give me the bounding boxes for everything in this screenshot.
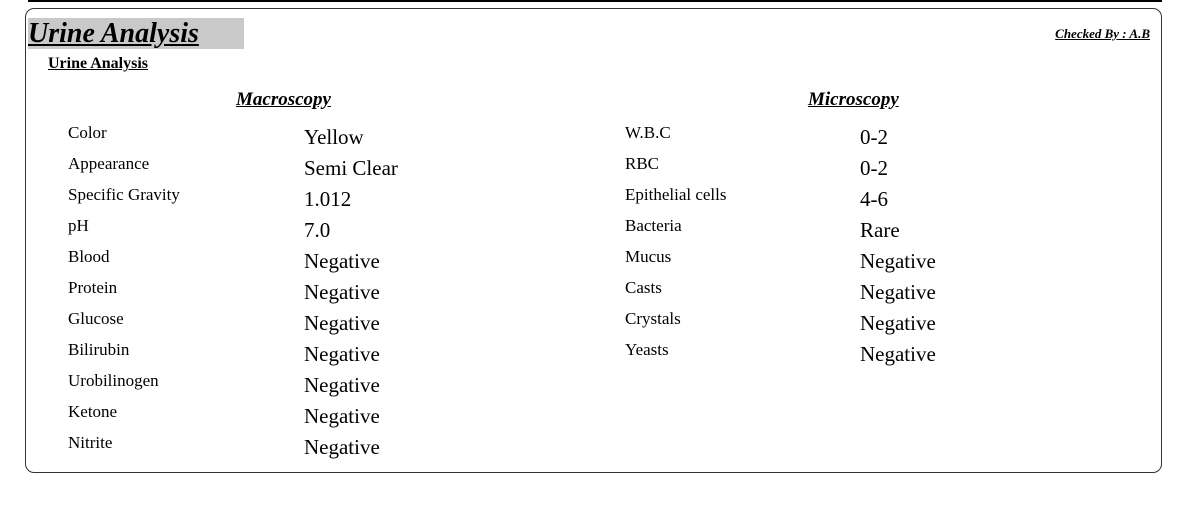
report-subtitle: Urine Analysis <box>48 55 149 72</box>
row-value: 7.0 <box>304 218 331 242</box>
row-label: Protein <box>68 278 118 297</box>
macroscopy-row-color <box>68 123 488 154</box>
microscopy-row-crystals <box>625 309 1045 340</box>
row-label: Bacteria <box>625 216 682 235</box>
microscopy-row-yeasts <box>625 340 1045 371</box>
row-value: Negative <box>304 404 380 428</box>
row-value: Yellow <box>304 125 364 149</box>
row-label: Specific Gravity <box>68 185 180 204</box>
report-title: Urine Analysis <box>28 18 244 49</box>
row-label: Glucose <box>68 309 124 328</box>
row-value: Negative <box>860 342 936 366</box>
row-value: 1.012 <box>304 187 352 211</box>
row-label: RBC <box>625 154 660 173</box>
row-value: 0-2 <box>860 125 888 149</box>
macroscopy-row-urobilinogen <box>68 371 488 402</box>
row-value: Negative <box>304 342 380 366</box>
row-label: Nitrite <box>68 433 113 452</box>
row-label: Blood <box>68 247 110 266</box>
microscopy-table <box>625 123 1045 371</box>
macroscopy-row-glucose <box>68 309 488 340</box>
row-value: Negative <box>304 435 380 459</box>
row-value: 4-6 <box>860 187 888 211</box>
row-label: Appearance <box>68 154 150 173</box>
row-value: Negative <box>304 280 380 304</box>
row-value: Rare <box>860 218 900 242</box>
row-label: Casts <box>625 278 662 297</box>
row-label: Color <box>68 123 107 142</box>
row-label: Urobilinogen <box>68 371 159 390</box>
row-value: Negative <box>860 249 936 273</box>
macroscopy-table <box>68 123 488 464</box>
row-label: Yeasts <box>625 340 669 359</box>
row-value: Negative <box>860 280 936 304</box>
macroscopy-row-nitrite <box>68 433 488 464</box>
row-label: pH <box>68 216 89 235</box>
top-rule <box>28 0 1162 2</box>
macroscopy-row-appearance <box>68 154 488 185</box>
row-value: Negative <box>860 311 936 335</box>
macroscopy-row-bilirubin <box>68 340 488 371</box>
row-label: Bilirubin <box>68 340 130 359</box>
checked-by-label: Checked By : A.B <box>1055 26 1150 41</box>
row-value: Negative <box>304 249 380 273</box>
microscopy-row-casts <box>625 278 1045 309</box>
microscopy-row-bacteria <box>625 216 1045 247</box>
row-label: Ketone <box>68 402 118 421</box>
row-value: Semi Clear <box>304 156 398 180</box>
row-label: Crystals <box>625 309 681 328</box>
row-label: W.B.C <box>625 123 671 142</box>
macroscopy-row-blood <box>68 247 488 278</box>
microscopy-row-mucus <box>625 247 1045 278</box>
row-label: Epithelial cells <box>625 185 727 204</box>
macroscopy-row-ketone <box>68 402 488 433</box>
macroscopy-row-protein <box>68 278 488 309</box>
macroscopy-row-specific-gravity <box>68 185 488 216</box>
microscopy-row-rbc <box>625 154 1045 185</box>
microscopy-row-epithelial-cells <box>625 185 1045 216</box>
macroscopy-row-ph <box>68 216 488 247</box>
row-value: Negative <box>304 373 380 397</box>
microscopy-row-wbc <box>625 123 1045 154</box>
row-value: Negative <box>304 311 380 335</box>
row-value: 0-2 <box>860 156 888 180</box>
row-label: Mucus <box>625 247 672 266</box>
microscopy-heading: Microscopy <box>808 89 899 110</box>
macroscopy-heading: Macroscopy <box>236 89 331 110</box>
